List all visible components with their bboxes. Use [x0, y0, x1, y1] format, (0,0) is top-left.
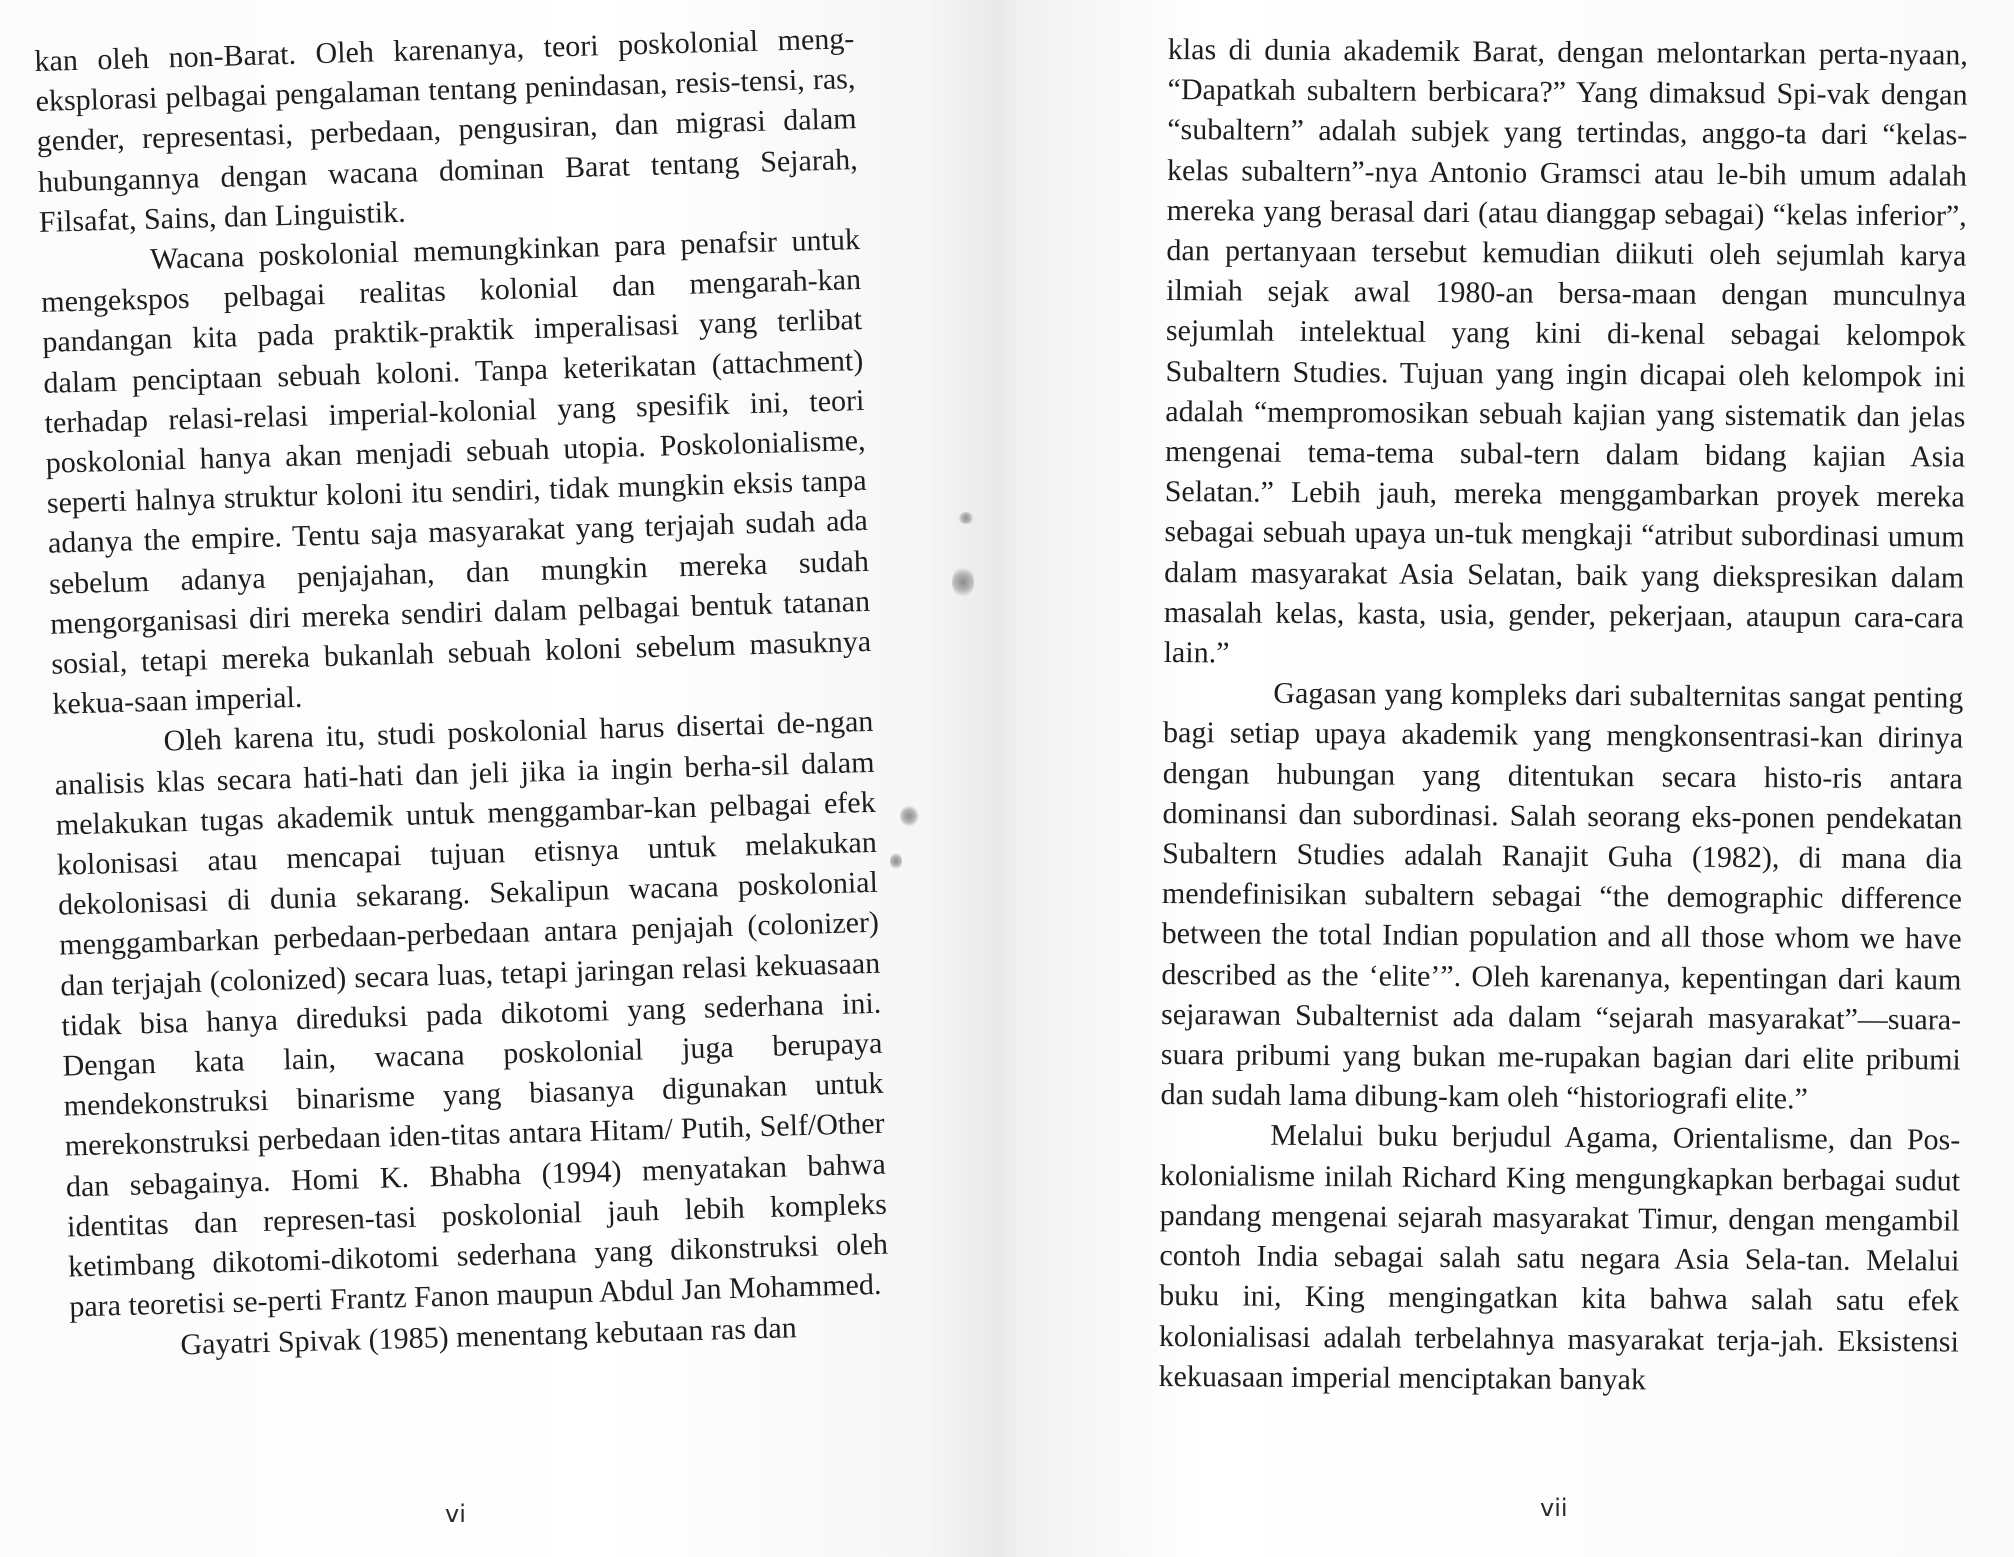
page-number: vii — [1540, 1494, 1568, 1522]
paper-speck — [958, 512, 974, 524]
paragraph: kan oleh non-Barat. Oleh karenanya, teori poskolonial meng-eksplorasi pelbagai pengalaman tentang penindasan, resis-tensi, ras, gender, representasi, perbedaan, pengusiran, dan migrasi dalam hubungannya dengan wacana dominan Barat tentang Sejarah, Filsafat, Sains, dan Linguistik. — [34, 22, 859, 239]
paragraph: klas di dunia akademik Barat, dengan melontarkan perta-nyaan, “Dapatkah subaltern berbicara?” Yang dimaksud Spi-vak dengan “subaltern” adalah subjek yang tertindas, anggo-ta dari “kelas-kelas subaltern”-nya Antonio Gramsci atau le-bih umum adalah mereka yang berasal dari (atau dianggap sebagai) “kelas inferior”, dan pertanyaan tersebut kemudian diikuti oleh sejumlah karya ilmiah sejak awal 1980-an bersa-maan dengan munculnya sejumlah intelektual yang kini di-kenal sebagai kelompok Subaltern Studies. Tujuan yang ingin dicapai oleh kelompok ini adalah “mempromosikan sebuah kajian yang sistematik dan jelas mengenai tema-tema subal-tern dalam bidang kajian Asia Selatan.” Lebih jauh, mereka menggambarkan proyek mereka sebagai sebuah upaya un-tuk mengkaji “atribut subordinasi umum dalam masyarakat Asia Selatan, baik yang diekspresikan dalam masalah kelas, kasta, usia, gender, pekerjaan, ataupun cara-cara lain.” — [1163, 32, 1968, 670]
paper-speck — [900, 805, 918, 827]
page-number: vi — [445, 1500, 466, 1528]
paragraph: Gayatri Spivak (1985) menentang kebutaan ras dan — [179, 1310, 798, 1361]
right-page — [1000, 0, 2014, 1557]
left-page-text — [34, 19, 891, 1368]
paragraph: Wacana poskolonial memungkinkan para penafsir untuk mengekspos pelbagai realitas kolonial dan mengarah-kan pandangan kita pada praktik-praktik imperalisasi yang terlibat dalam penciptaan sebuah koloni. Tanpa keterikatan (attachment) terhadap relasi-relasi imperial-kolonial yang spesifik ini, teori poskolonial hanya akan menjadi sebuah utopia. Poskolonialisme, seperti halnya struktur koloni itu sendiri, tidak mungkin eksis tanpa adanya the empire. Tentu saja masyarakat yang terjajah sudah ada sebelum adanya penjajahan, dan mungkin mereka sudah mengorganisasi diri mereka sendiri dalam pelbagai bentuk tatanan sosial, tetapi mereka bukanlah sebuah koloni sebelum masuknya kekua-saan imperial. — [40, 223, 872, 721]
paragraph: Gagasan yang kompleks dari subalternitas sangat penting bagi setiap upaya akademik yang mengkonsentrasi-kan dirinya dengan hubungan yang ditentukan secara histo-ris antara dominansi dan subordinasi. Salah seorang eks-ponen pendekatan Subaltern Studies adalah Ranajit Guha (1982), di mana dia mendefinisikan subaltern sebagai “the demographic difference between the total Indian population and all those whom we have described as the ‘elite’”. Oleh karenanya, kepentingan dari kaum sejarawan Subalternist ada dalam “sejarah masyarakat”—suara-suara pribumi yang bukan me-rupakan bagian dari elite pribumi dan sudah lama dibung-kam oleh “historiografi elite.” — [1160, 677, 1964, 1116]
paper-speck — [890, 852, 902, 870]
paper-speck — [952, 566, 974, 598]
right-page-text — [1158, 30, 1968, 1402]
paragraph: Oleh karena itu, studi poskolonial harus disertai de-ngan analisis klas secara hati-hati dan jeli jika ia ingin berha-sil dalam melakukan tugas akademik untuk menggambar-kan pelbagai efek kolonisasi atau mencapai tujuan etisnya untuk melakukan dekolonisasi di dunia sekarang. Sekalipun wacana poskolonial menggambarkan perbedaan-perbedaan antara penjajah (colonizer) dan terjajah (colonized) secara luas, tetapi jaringan relasi kekuasaan tidak bisa hanya direduksi pada dikotomi yang sederhana ini. Dengan kata lain, wacana poskolonial juga berupaya mendekonstruksi binarisme yang biasanya digunakan untuk merekonstruksi perbedaan iden-titas antara Hitam/ Putih, Self/Other dan sebagainya. Homi K. Bhabha (1994) menyatakan bahwa identitas dan represen-tasi poskolonial jauh lebih kompleks ketimbang dikotomi-dikotomi sederhana yang dikonstruksi oleh para teoretisi se-perti Frantz Fanon maupun Abdul Jan Mohammed. — [54, 705, 889, 1324]
left-page — [0, 0, 990, 1557]
paragraph: Melalui buku berjudul Agama, Orientalisme, dan Pos-kolonialisme inilah Richard King mengungkapkan berbagai sudut pandang mengenai sejarah masyarakat Timur, dengan mengambil contoh India sebagai salah satu negara Asia Sela-tan. Melalui buku ini, King mengingatkan kita bahwa salah satu efek kolonialisasi adalah terbelahnya masyarakat terja-jah. Eksistensi kekuasaan imperial menciptakan banyak — [1158, 1119, 1961, 1397]
